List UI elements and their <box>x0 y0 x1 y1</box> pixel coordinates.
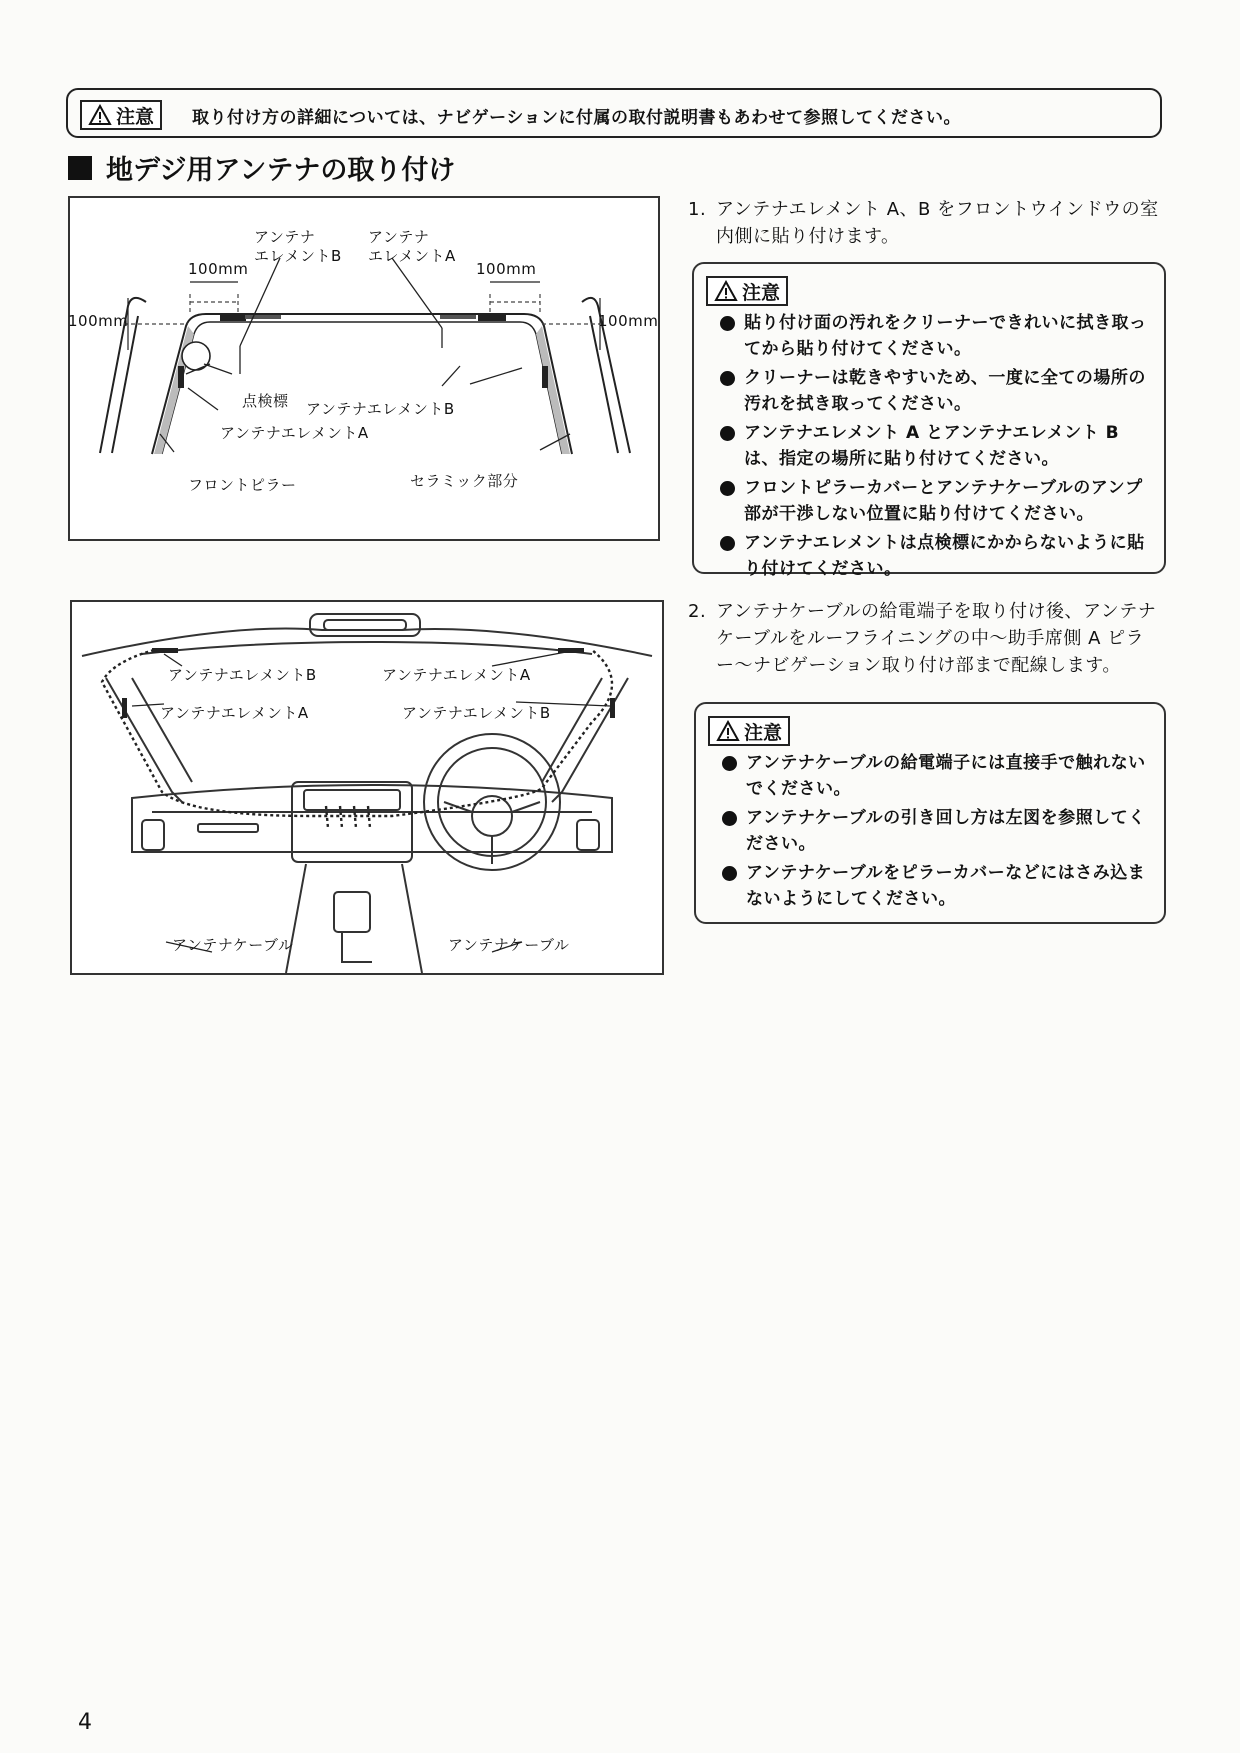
fig1-label-ceramic: セラミック部分 <box>410 472 519 490</box>
warning-triangle-icon <box>716 720 740 742</box>
bullet-icon <box>722 811 737 826</box>
step-1-number: 1. <box>688 199 707 220</box>
windshield-diagram <box>68 196 660 541</box>
page-number: 4 <box>78 1710 92 1735</box>
list-item: クリーナーは乾きやすいため、一度に全ての場所の汚れを拭き取ってください。 <box>718 365 1152 417</box>
list-item: 貼り付け面の汚れをクリーナーできれいに拭き取ってから貼り付けてください。 <box>718 310 1152 362</box>
bullet-icon <box>720 481 735 496</box>
fig2-label-b-left: アンテナエレメントB <box>168 666 317 684</box>
caution-badge <box>706 276 788 306</box>
fig1-label-antenna-a: アンテナエレメントA <box>220 424 369 442</box>
caution-box-1 <box>692 262 1166 579</box>
interior-cable-diagram <box>70 600 664 975</box>
list-item: フロントピラーカバーとアンテナケーブルのアンプ部が干渉しない位置に貼り付けてください。 <box>718 475 1152 527</box>
fig1-label-antenna-b: アンテナエレメントB <box>306 400 455 418</box>
bullet-icon <box>720 371 735 386</box>
fig1-label-front-pillar: フロントピラー <box>188 476 297 494</box>
step-2 <box>688 598 1164 679</box>
fig1-dim-left-top: 100mm <box>188 260 249 278</box>
section-square-icon <box>68 156 92 180</box>
section-title-text: 地デジ用アンテナの取り付け <box>106 155 456 186</box>
bullet-icon <box>722 866 737 881</box>
interior-drawing <box>72 602 662 973</box>
fig1-label-inspection-mark: 点検標 <box>242 392 289 410</box>
fig2-label-a-right: アンテナエレメントA <box>382 666 531 684</box>
fig2-label-b-right: アンテナエレメントB <box>402 704 551 722</box>
caution-badge <box>80 100 162 130</box>
windshield-drawing <box>70 198 658 539</box>
list-item: アンテナケーブルをピラーカバーなどにはさみ込まないようにしてください。 <box>720 860 1152 912</box>
fig1-dim-right-side: 100mm <box>598 312 659 330</box>
list-item: アンテナエレメント A とアンテナエレメント B は、指定の場所に貼り付けてください。 <box>718 420 1152 472</box>
step-2-number: 2. <box>688 601 707 622</box>
caution-badge <box>708 716 790 746</box>
caution-badge-label: 注意 <box>116 105 155 128</box>
bullet-icon <box>720 316 735 331</box>
caution-badge-label: 注意 <box>742 281 781 304</box>
fig2-label-a-left: アンテナエレメントA <box>160 704 309 722</box>
fig1-label-antenna-b-top: アンテナ エレメントB <box>254 228 342 265</box>
fig1-label-antenna-a-top: アンテナ エレメントA <box>368 228 456 265</box>
fig1-dim-right-top: 100mm <box>476 260 537 278</box>
caution-badge-label: 注意 <box>744 721 783 744</box>
step-1-text: アンテナエレメント A、B をフロントウインドウの室内側に貼り付けます。 <box>716 199 1159 247</box>
caution-1-list <box>718 310 1152 585</box>
bullet-icon <box>722 756 737 771</box>
step-1 <box>688 196 1164 250</box>
list-item: アンテナケーブルの給電端子には直接手で触れないでください。 <box>720 750 1152 802</box>
warning-triangle-icon <box>714 280 738 302</box>
step-2-text: アンテナケーブルの給電端子を取り付け後、アンテナケーブルをルーフライニングの中〜助手席側 A ピラー〜ナビゲーション取り付け部まで配線します。 <box>716 601 1157 676</box>
fig1-dim-left-side: 100mm <box>68 312 129 330</box>
warning-triangle-icon <box>88 104 112 126</box>
bullet-icon <box>720 536 735 551</box>
list-item: アンテナエレメントは点検標にかからないように貼り付けてください。 <box>718 530 1152 582</box>
section-title <box>68 148 455 187</box>
fig2-label-cable-left: アンテナケーブル <box>172 936 294 954</box>
list-item: アンテナケーブルの引き回し方は左図を参照してください。 <box>720 805 1152 857</box>
caution-box-2 <box>694 702 1166 924</box>
caution-2-list <box>720 750 1152 915</box>
top-caution-text: 取り付け方の詳細については、ナビゲーションに付属の取付説明書もあわせて参照してください。 <box>192 108 961 128</box>
fig2-label-cable-right: アンテナケーブル <box>448 936 570 954</box>
bullet-icon <box>720 426 735 441</box>
top-caution-banner <box>66 88 1162 138</box>
